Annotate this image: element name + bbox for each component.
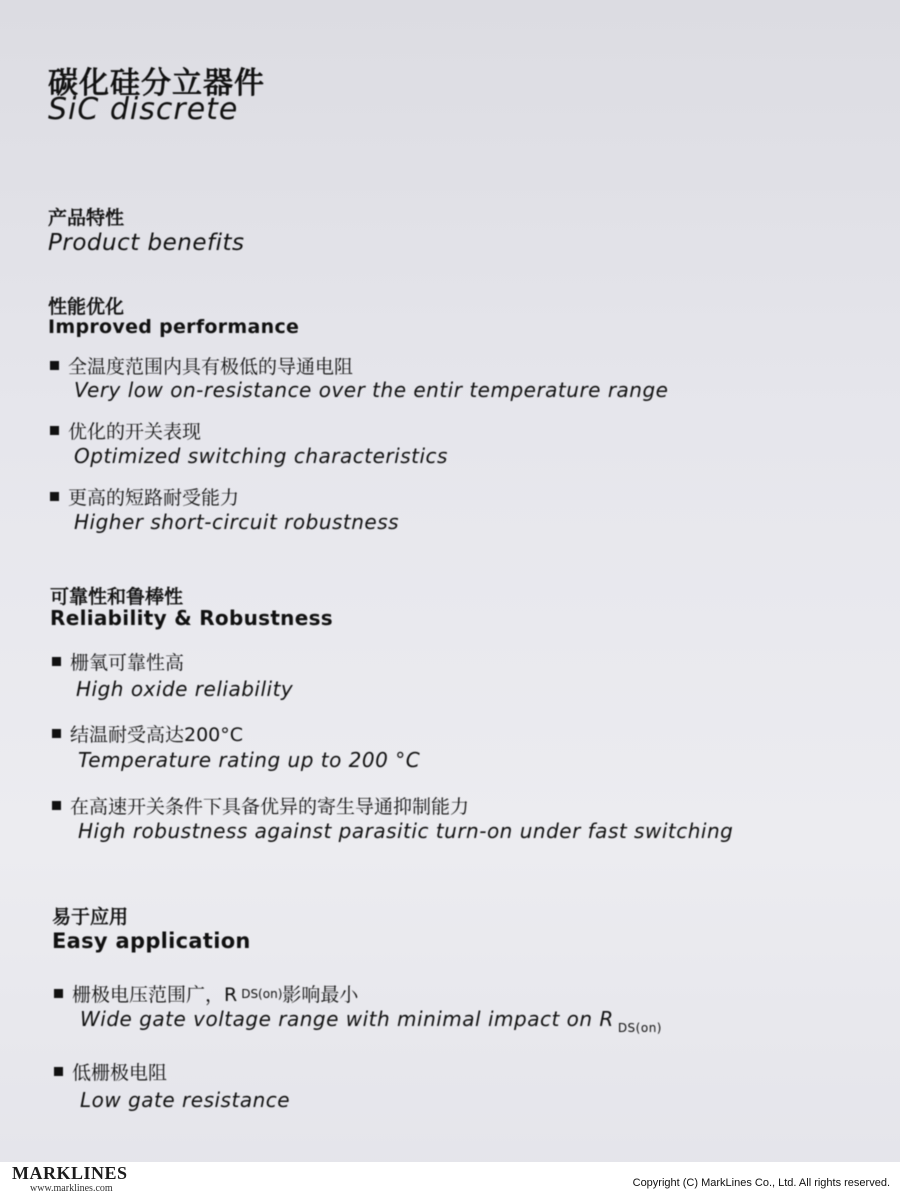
bullet-square-icon (52, 657, 61, 666)
item-chinese: 结温耐受高达200°C (70, 724, 244, 746)
item-english: High robustness against parasitic turn-on under fast switching (78, 819, 734, 843)
copyright-notice: Copyright (C) MarkLines Co., Ltd. All rights reserved. (632, 1177, 890, 1189)
list-item (50, 417, 201, 444)
list-item (52, 648, 184, 675)
item-chinese: 全温度范围内具有极低的导通电阻 (68, 356, 354, 378)
bullet-square-icon (50, 492, 59, 501)
bullet-square-icon (50, 426, 59, 435)
benefits-heading-chinese: 产品特性 (48, 207, 125, 229)
section-performance-heading-english: Improved performance (48, 316, 300, 338)
item-english: Low gate resistance (80, 1088, 291, 1112)
item-english: Higher short-circuit robustness (74, 510, 400, 534)
bullet-square-icon (54, 1067, 63, 1076)
item-english-pre: Wide gate voltage range with minimal impact on R (80, 1007, 614, 1031)
marklines-logo: MARKLINES (12, 1163, 128, 1183)
item-english: Optimized switching characteristics (74, 444, 448, 468)
item-chinese: 更高的短路耐受能力 (68, 487, 240, 509)
item-english (80, 1007, 662, 1035)
bullet-square-icon (52, 801, 61, 810)
list-item (52, 792, 469, 819)
list-item (54, 980, 358, 1007)
item-chinese: 优化的开关表现 (68, 421, 202, 443)
title-english: SiC discrete (48, 92, 239, 127)
item-chinese: 在高速开关条件下具备优异的寄生导通抑制能力 (70, 796, 470, 818)
bullet-square-icon (54, 989, 63, 998)
list-item (50, 483, 239, 510)
section-reliability-heading-chinese: 可靠性和鲁棒性 (50, 586, 184, 608)
item-english-subscript: DS(on) (617, 1021, 662, 1035)
item-english: Very low on-resistance over the entir temperature range (74, 378, 669, 402)
list-item (50, 352, 353, 379)
logo-url: www.marklines.com (30, 1183, 113, 1194)
section-reliability-heading-english: Reliability & Robustness (50, 606, 333, 630)
benefits-heading-english: Product benefits (48, 230, 245, 256)
title-chinese: 碳化硅分立器件 (48, 66, 265, 101)
bullet-square-icon (52, 729, 61, 738)
item-chinese-subscript: DS(on) (241, 986, 283, 1001)
section-application-heading-chinese: 易于应用 (52, 906, 129, 928)
list-item (54, 1058, 167, 1085)
list-item (52, 720, 243, 747)
item-chinese-pre: 栅极电压范围广，R (72, 984, 238, 1006)
bullet-square-icon (50, 361, 59, 370)
item-english: Temperature rating up to 200 °C (78, 748, 421, 772)
section-application-heading-english: Easy application (52, 929, 251, 953)
item-chinese-post: 影响最小 (282, 984, 359, 1006)
item-english: High oxide reliability (76, 677, 294, 701)
section-performance-heading-chinese: 性能优化 (48, 296, 125, 318)
item-chinese: 栅氧可靠性高 (70, 652, 185, 674)
item-chinese: 低栅极电阻 (72, 1062, 168, 1084)
